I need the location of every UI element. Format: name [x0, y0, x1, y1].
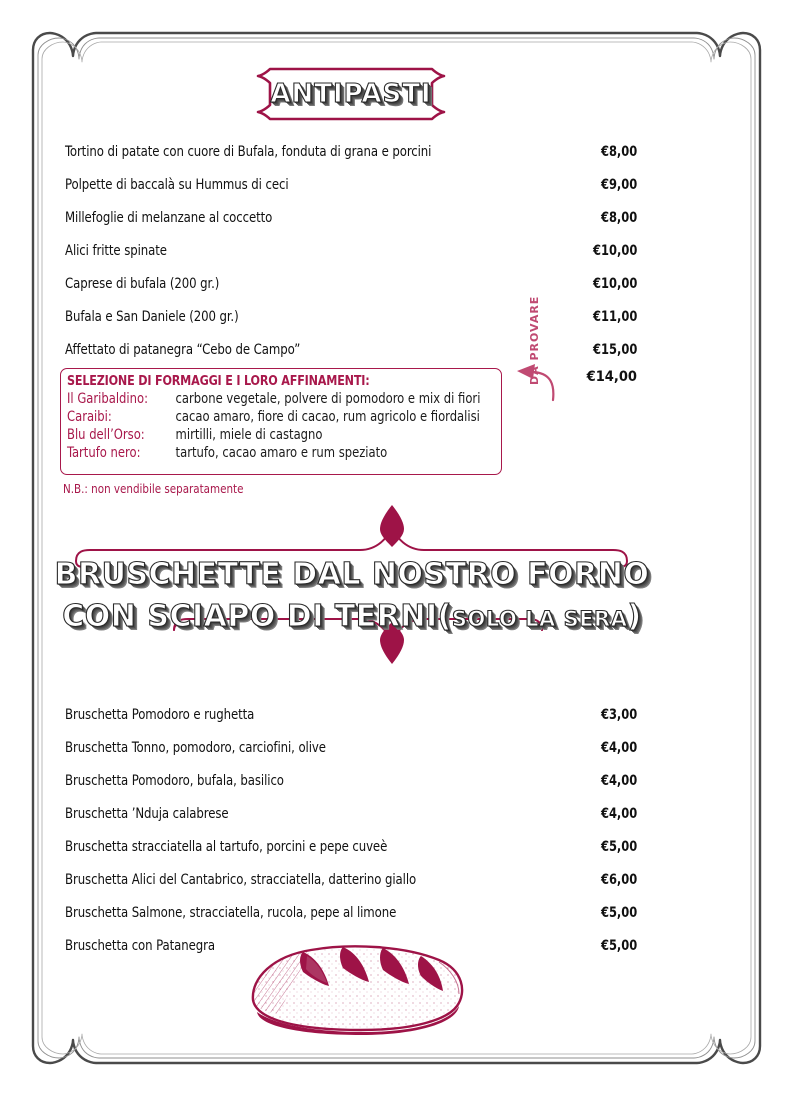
item-name: Millefoglie di melanzane al coccetto [65, 209, 273, 226]
antipasti-item-list [65, 135, 637, 366]
item-price: €9,00 [600, 176, 637, 193]
bread-loaf-icon [243, 938, 473, 1038]
menu-row [65, 135, 637, 168]
bruschette-title-main: CON SCIAPO DI TERNI [62, 599, 438, 634]
item-price: €4,00 [600, 772, 637, 789]
cheese-name: Il Garibaldino: [67, 391, 148, 407]
menu-row [65, 234, 637, 267]
menu-row [65, 764, 637, 797]
item-price: €6,00 [600, 871, 637, 888]
cheese-description: tartufo, cacao amaro e rum speziato [175, 445, 388, 461]
cheese-name: Tartufo nero: [67, 445, 141, 461]
bruschette-item-list [65, 698, 637, 962]
paren-open: ( [437, 599, 452, 634]
item-price: €3,00 [600, 706, 637, 723]
item-price: €14,00 [586, 369, 637, 385]
item-name: Bruschetta Tonno, pomodoro, carciofini, olive [65, 739, 326, 756]
cheese-selection-heading: SELEZIONE DI FORMAGGI E I LORO AFFINAMENTI: [67, 373, 370, 389]
cheese-row [67, 426, 466, 444]
item-price: €5,00 [600, 937, 637, 954]
item-price: €10,00 [592, 275, 637, 292]
cheese-selection-box [60, 368, 502, 475]
bruschette-title-line1: BRUSCHETTE DAL NOSTRO FORNO [54, 557, 650, 592]
item-name: Bruschetta Pomodoro e rughetta [65, 706, 255, 723]
menu-row [65, 201, 637, 234]
item-name: Tortino di patate con cuore di Bufala, fonduta di grana e porcini [65, 143, 432, 160]
cheese-description: cacao amaro, fiore di cacao, rum agricolo e fiordalisi [175, 409, 480, 425]
item-name: Alici fritte spinate [65, 242, 167, 259]
menu-row [65, 896, 637, 929]
item-name: Bruschetta Alici del Cantabrico, stracciatella, datterino giallo [65, 871, 417, 888]
menu-row [65, 830, 637, 863]
item-price: €5,00 [600, 904, 637, 921]
item-name: Bufala e San Daniele (200 gr.) [65, 308, 239, 325]
cheese-name: Blu dell’Orso: [67, 427, 145, 443]
item-name: Bruschetta con Patanegra [65, 937, 215, 954]
bruschette-title-line2 [17, 599, 687, 634]
cheese-description: mirtilli, miele di castagno [175, 427, 323, 443]
cheese-description: carbone vegetale, polvere di pomodoro e mix di fiori [175, 391, 481, 407]
bruschette-section-header [54, 505, 730, 685]
menu-row [65, 731, 637, 764]
item-price: €4,00 [600, 805, 637, 822]
antipasti-title-plaque [256, 67, 446, 121]
item-price: €11,00 [592, 308, 637, 325]
paren-close: ) [627, 599, 642, 634]
item-name: Caprese di bufala (200 gr.) [65, 275, 220, 292]
menu-row [65, 797, 637, 830]
menu-row [65, 698, 637, 731]
menu-row [65, 267, 637, 300]
menu-row [65, 300, 637, 333]
item-name: Bruschetta Salmone, stracciatella, rucola, pepe al limone [65, 904, 397, 921]
item-name: Polpette di baccalà su Hummus di ceci [65, 176, 289, 193]
item-price: €10,00 [592, 242, 637, 259]
da-provare-label: DA PROVARE [528, 295, 541, 385]
item-name: Bruschetta stracciatella al tartufo, porcini e pepe cuveè [65, 838, 388, 855]
item-name: Bruschetta Pomodoro, bufala, basilico [65, 772, 284, 789]
item-price: €4,00 [600, 739, 637, 756]
bruschette-title-subtitle: SOLO LA SERA [451, 607, 628, 631]
antipasti-title: ANTIPASTI [270, 79, 432, 109]
menu-row [65, 168, 637, 201]
cheese-row [67, 408, 480, 426]
item-price: €8,00 [600, 209, 637, 226]
menu-row [65, 863, 637, 896]
header-ornament-frame [60, 505, 730, 685]
item-price: €15,00 [592, 341, 637, 358]
item-price: €5,00 [600, 838, 637, 855]
item-name: Affettato di patanegra “Cebo de Campo” [65, 341, 301, 358]
cheese-name: Caraibi: [67, 409, 112, 425]
cheese-row [67, 390, 481, 408]
cheese-selection-note: N.B.: non vendibile separatamente [63, 481, 244, 496]
item-price: €8,00 [600, 143, 637, 160]
item-name: Bruschetta ’Nduja calabrese [65, 805, 229, 822]
cheese-row [67, 444, 466, 462]
